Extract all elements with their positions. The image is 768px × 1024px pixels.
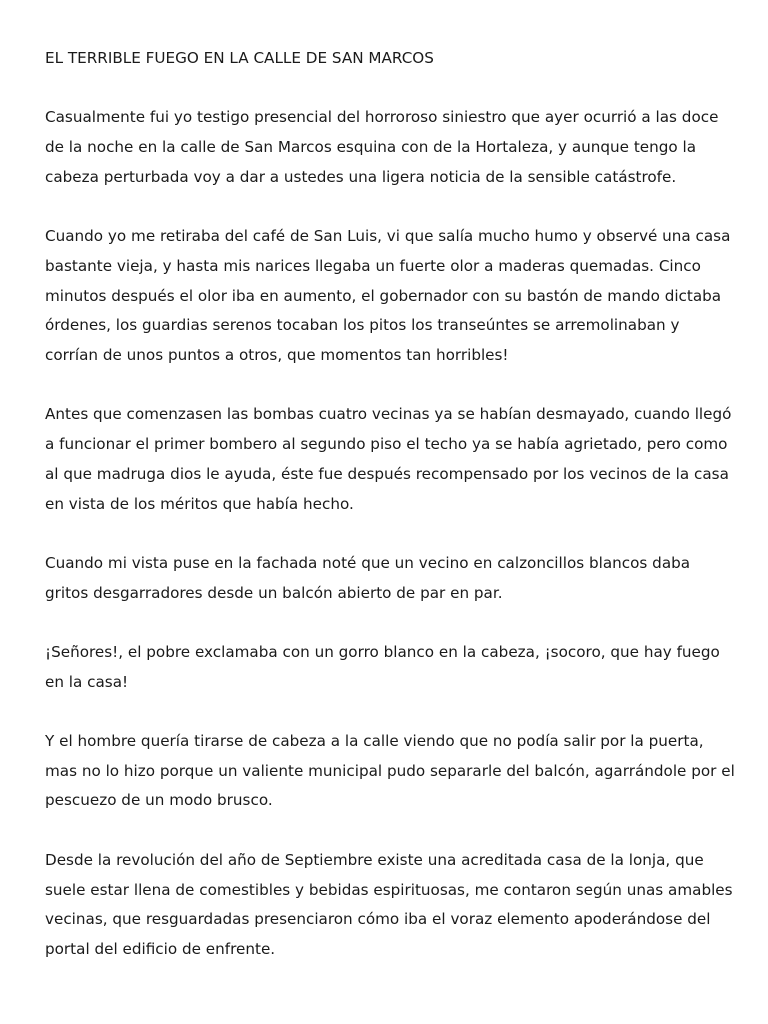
paragraph-3: Antes que comenzasen las bombas cuatro vecinas ya se habían desmayado, cuando llegó a funcionar el primer bombero al segundo piso el techo ya se había agrietado, pero como al que madruga dios le ayuda, éste fue después recompensado por los vecinos de la casa en vista de los méritos que había hecho. xyxy=(45,405,732,513)
paragraph-7: Desde la revolución del año de Septiembre existe una acreditada casa de la lonja, que suele estar llena de comestibles y bebidas espirituosas, me contaron según unas amables vecinas, que resguardadas presenciaron cómo iba el voraz elemento apoderándose del portal del edificio de enfrente. xyxy=(45,850,733,958)
document-title: EL TERRIBLE FUEGO EN LA CALLE DE SAN MARCOS xyxy=(45,49,434,67)
document-page xyxy=(45,44,735,994)
paragraph-4: Cuando mi vista puse en la fachada noté que un vecino en calzoncillos blancos daba gritos desgarradores desde un balcón abierto de par en par. xyxy=(45,553,691,602)
paragraph-5: ¡Señores!, el pobre exclamaba con un gorro blanco en la cabeza, ¡socoro, que hay fuego en la casa! xyxy=(45,642,720,691)
paragraph-1: Casualmente fui yo testigo presencial del horroroso siniestro que ayer ocurrió a las doce de la noche en la calle de San Marcos esquina con de la Hortaleza, y aunque tengo la cabeza perturbada voy a dar a ustedes una ligera noticia de la sensible catástrofe. xyxy=(45,108,719,186)
paragraph-6: Y el hombre quería tirarse de cabeza a la calle viendo que no podía salir por la puerta, mas no lo hizo porque un valiente municipal pudo separarle del balcón, agarrándole por el pescuezo de un modo brusco. xyxy=(45,732,735,810)
paragraph-2: Cuando yo me retiraba del café de San Luis, vi que salía mucho humo y observé una casa bastante vieja, y hasta mis narices llegaba un fuerte olor a maderas quemadas. Cinco minutos después el olor iba en aumento, el gobernador con su bastón de mando dictaba órdenes, los guardias serenos tocaban los pitos los transeúntes se arremolinaban y corrían de unos puntos a otros, que momentos tan horribles! xyxy=(45,227,731,364)
